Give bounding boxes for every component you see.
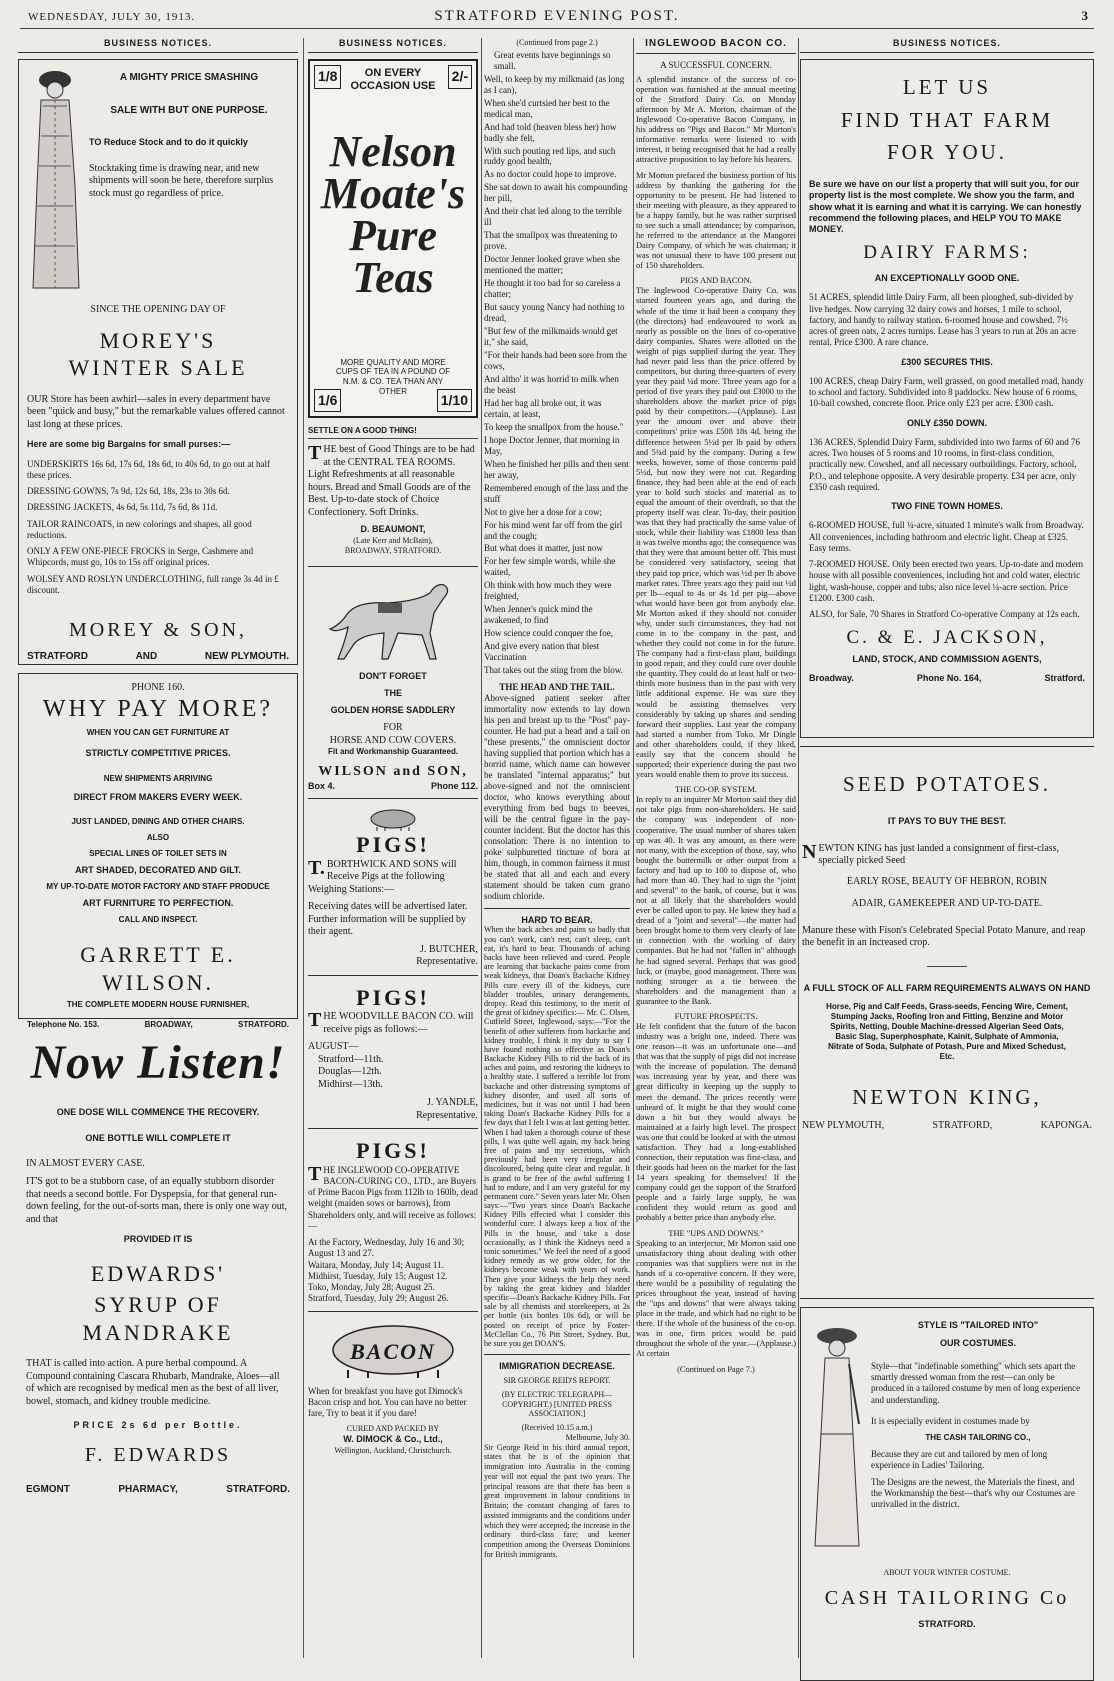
- text-line: PROVIDED IT IS: [123, 1234, 193, 1245]
- poem-line: She sat down to await his compounding her pill,: [484, 182, 628, 204]
- pig-icon: [363, 807, 423, 831]
- bargain-item: DRESSING JACKETS, 4s 6d, 5s 11d, 7s 6d, 8s 11d.: [27, 502, 218, 513]
- text-line: GOLDEN HORSE SADDLERY: [330, 705, 456, 715]
- poem-line: To keep the smallpox from the house.": [484, 421, 624, 432]
- schedule-line: Stratford, Tuesday, July 29; August 26.: [308, 1293, 449, 1304]
- column-rule: [633, 38, 634, 1658]
- section-title: DAIRY FARMS:: [863, 242, 1031, 264]
- column-2: [308, 38, 478, 1664]
- lead-paragraph: Be sure we have on our list a property that will suit you, for our property list is the most complete. We show you the farm, and show what it is earning and what it is carrying. We can honestly recommend the following places, and HELP YOU TO MAKE MONEY.: [809, 179, 1082, 234]
- bargain-item: TAILOR RAINCOATS, in new colorings and shapes, all good reductions.: [27, 518, 252, 540]
- text-line: ONE DOSE WILL COMMENCE THE RECOVERY.: [56, 1107, 260, 1118]
- town: STRATFORD,: [932, 1120, 993, 1132]
- dimock-bacon-advert: [308, 1320, 478, 1456]
- text-line: JUST LANDED, DINING AND OTHER CHAIRS.: [71, 816, 245, 826]
- poem-line: "But few of the milkmaids would get it," she said,: [484, 326, 618, 347]
- schedule-line: Waitara, Monday, July 14; August 11.: [308, 1259, 444, 1270]
- edwards-advert: [18, 1033, 298, 1599]
- paragraph: Receiving dates will be advertised later. Further information will be supplied by their agent.: [308, 901, 468, 937]
- text-line: ONE BOTTLE WILL COMPLETE IT: [85, 1132, 231, 1143]
- firm-name: MOREY & SON,: [68, 619, 248, 641]
- section-header: BUSINESS NOTICES.: [800, 38, 1094, 53]
- bargains-line: Here are some big Bargains for small purses:—: [27, 439, 231, 450]
- poem-line: Oh think with how much they were freighted,: [484, 580, 612, 602]
- phone: PHONE 160.: [131, 681, 185, 693]
- stock-list: Horse, Pig and Calf Feeds, Grass-seeds, Fencing Wire, Cement, Stumping Jacks, Roofing Iron and Fitting, Benzine and Motor Spirits, Netting, Double Machine-dressed Algerian Seed Oats, Basic Slag, Superphosphate, Kainit, Sulphate of Ammonia, Nitrate of Soda, Sulphate of Potash, Pure and Mixed Schedust, Etc.: [826, 1002, 1068, 1061]
- column-rule: [303, 38, 304, 1658]
- pig-banner-illustration: [308, 1320, 478, 1380]
- agent-role: Representative.: [416, 1109, 478, 1121]
- poem-line: And their chat led along to the terrible ill: [484, 206, 622, 228]
- ad-heading: STYLE IS "TAILORED INTO": [917, 1320, 1039, 1331]
- cash-tailoring-advert: [800, 1307, 1094, 1681]
- section-header: BUSINESS NOTICES.: [18, 38, 298, 53]
- text-line: THE: [384, 687, 402, 698]
- poem-line: Doctor Jenner looked grave when she mentioned the matter;: [484, 254, 620, 276]
- issue-date: WEDNESDAY, JULY 30, 1913.: [28, 11, 196, 23]
- section-heading: FUTURE PROSPECTS.: [674, 1011, 758, 1021]
- agent-role: Representative.: [416, 956, 478, 967]
- telephone: Telephone No. 153.: [27, 1020, 100, 1030]
- poem-line: As no doctor could hope to improve.: [484, 169, 617, 180]
- street: BROADWAY,: [144, 1020, 193, 1030]
- listing: 6-ROOMED HOUSE, full ¼-acre, situated 1 minute's walk from Broadway. All conveniences, including bathroom and electric light. Cheap at £325. Easy terms.: [809, 520, 1084, 553]
- paragraph: T.BORTHWICK AND SONS will Receive Pigs at the following Weighing Stations:—: [308, 856, 457, 895]
- poem-line: When he finished her pills and then sent her away,: [484, 458, 629, 480]
- firm-name: GARRETT E. WILSON.: [80, 942, 236, 995]
- agent-name: J. YANDLE,: [426, 1097, 478, 1108]
- schedule-line: Stratford—11th.: [318, 1053, 384, 1065]
- listing: ALSO, for Sale, 70 Shares in Stratford Co-operative Company at 12s each.: [809, 609, 1080, 619]
- text-line: ART FURNITURE TO PERFECTION.: [82, 898, 234, 908]
- poem-line: Well, to keep by my milkmaid (as long as I can),: [484, 73, 625, 95]
- nelson-moate-tea-advert: [308, 59, 478, 418]
- ad-heading: OUR COSTUMES.: [939, 1337, 1016, 1348]
- address: BROADWAY, STRATFORD.: [344, 545, 442, 555]
- poem-line: How science could conquer the foe,: [484, 628, 613, 639]
- town: STRATFORD.: [918, 1619, 976, 1630]
- paragraph: THE WOODVILLE BACON CO. will receive pigs as follows:—: [308, 1009, 474, 1035]
- agent-name: J. BUTCHER,: [419, 943, 478, 955]
- ad-title: SEED POTATOES.: [843, 772, 1051, 797]
- poem-line: When she'd curtsied her best to the medical man,: [484, 97, 610, 119]
- text-line: AUGUST—: [308, 1041, 359, 1052]
- column-rule: [798, 38, 799, 1658]
- script-banner: Now Listen!: [30, 1036, 286, 1090]
- bargain-item: DRESSING GOWNS, 7s 9d, 12s 6d, 18s, 23s to 30s 6d.: [27, 486, 230, 496]
- tea-slogan: MORE QUALITY AND MORE CUPS OF TEA IN A POUND OF N.M. & CO. TEA THAN ANY OTHER: [335, 357, 451, 396]
- text-line: CURED AND PACKED BY: [346, 1424, 440, 1434]
- schedule-line: Midhirst—13th.: [318, 1078, 383, 1090]
- town: NEW PLYMOUTH.: [204, 651, 289, 662]
- sale-title: MOREY'S: [99, 327, 217, 353]
- text-line: Fit and Workmanship Guaranteed.: [327, 747, 459, 757]
- bargain-item: WOLSEY AND ROSLYN UNDERCLOTHING, full range 3s 4d in £ discount.: [27, 573, 279, 595]
- article-paragraph: Sir George Reid in his third annual report, states that he is of the opinion that immigration into Australia in the coming year will not equal the past two years. The principal reasons are that there has been a great improvement in labour conditions in Britain; the constant changing of fares to assisted immigrants and the conditions under which they were accepted; the increase in the ordinary third-class fare; and keener competition among the Overseas Dominions for British immigrants.: [484, 1442, 630, 1559]
- article-paragraph: A splendid instance of the success of co-operation was furnished at the annual meeting of the Stratford Dairy Co. on Monday afternoon by Mr A. Morton, chairman of the Inglewood Co-operative Bacon Company, in his address on "Pigs and Bacon." Mr Morton's informative remarks were listened to with interest, it being recognised that he had a really attractive proposition to lay before his hearers.: [636, 74, 796, 165]
- paragraph: When for breakfast you have got Dimock's Bacon crisp and hot. You can have no better fare, Try to beat it if you dare!: [308, 1385, 467, 1418]
- poem-line: "For their hands had been sore from the cows,: [484, 349, 627, 371]
- article-paragraph: The Inglewood Co-operative Dairy Co. was started fourteen years ago, and during the whole of the time it had been a company they (the directors) had endeavoured to work as nearly as possible on the lines of co-operative dairy companies. Shares were allotted on the weight of pigs supplied during the year. They had never paid less than the price offered by competitors, but during three-quarters of every year they paid ¼d more. Three years ago for a period of five years they paid out £3000 to the shareholders above the market price of pigs paid by their competitors.—(Applause). Last year the amount over and above their competitors' price was £508 18s 4d, being the difference between 5½d per lb paid by others and 5¾d paid by the company. During a few weeks, however, some of those concerns paid 5½d, but now they were not cut. Regarding finance, they had been able at the end of each year to hold such stocks and material as to equal the amount of their overdraft, so that the property itself was clear. To-day, their position was that they had practically the same value of stock, while their liability was £1800 less than it was twelve months ago; the consequence was that they were that amount better off. This must be considered very satisfactory, seeing that they paid top price, which was ½d per lb above market rates. Three years ago they paid out ½d per lb—equal to 4s or 4s 1d per pig—above what would have been got from anybody else. Mr Morton asked if they should not consider why, under such circumstances, they had not come in to the company in the past, and whether they could not come in for the future. The company had a first-class plant, buildings in good repair, and they could cure over double the quantity. They could do at least half or two-thirds more business than in the past with very little additional expense. He was sure they would be assisting themselves very considerably by taking up shares and sending forward their supplies. Last year the company had started a number from Toko. Mr Dingle and other shareholders could, if they liked, easily say that the concern should be supported; their experience during the past two years would enable them to prove its success.: [636, 286, 796, 780]
- text-line: SPECIAL LINES OF TOILET SETS IN: [89, 848, 227, 858]
- text-line: ART SHADED, DECORATED AND GILT.: [75, 864, 241, 875]
- text-line: ABOUT YOUR WINTER COSTUME.: [883, 1568, 1011, 1578]
- beaumont-advert: [308, 426, 478, 555]
- section-subtitle: AN EXCEPTIONALLY GOOD ONE.: [874, 273, 1020, 283]
- ad-title: PIGS!: [356, 984, 430, 1010]
- column-1: [18, 38, 298, 1664]
- borthwick-pigs-advert: [308, 807, 478, 976]
- paper-title: STRATFORD EVENING POST.: [434, 8, 680, 24]
- product-title: EDWARDS': [90, 1260, 226, 1286]
- text-line: MY UP-TO-DATE MOTOR FACTORY AND STAFF PRODUCE: [46, 882, 270, 891]
- poem-line: But what does it matter, just now: [484, 543, 603, 554]
- column-5: [800, 38, 1094, 1664]
- page-number: 3: [1081, 8, 1088, 23]
- address-part: Stratford.: [1044, 673, 1085, 684]
- text-line: DON'T FORGET: [359, 670, 427, 681]
- article-paragraph: In reply to an inquirer Mr Morton said they did not take pigs from non-shareholders. He said the company was independent of non-cooperative. The usual number of shares taken up was 40. It was any amount, as there were not many, with the exception of those, say, who bought the buttermilk or other output from a factory and had up to 100 to dispose of, who had more than 40. They had to sign the "joint and several" to the bank, of course, but it was not at all likely that the shareholders would ever be called upon to pay. He knew they had a dread of a "joint and several"—the matter had been brought home to them very clearly of late in connection with the working of dairy companies. But he had not "fallen in" although he had signed several. Perhaps that was good luck, or (maybe, good management. There was nothing stronger as a tie between the shareholders and the management than a guarantee to the Bank.: [636, 795, 796, 1006]
- box-number: Box 4.: [308, 780, 336, 791]
- text-line: A FULL STOCK OF ALL FARM REQUIREMENTS ALWAYS ON HAND: [803, 982, 1091, 993]
- banner-text: BACON: [350, 1338, 436, 1364]
- saddlery-advert: [308, 566, 478, 800]
- section-heading: THE CO-OP. SYSTEM.: [675, 785, 757, 795]
- price-tag: 1/8: [314, 65, 341, 89]
- address-line: [809, 673, 1085, 684]
- text-line: (Late Kerr and McBain),: [353, 535, 433, 545]
- sale-title: WINTER SALE: [68, 355, 248, 381]
- section-subtitle: £300 SECURES THIS.: [901, 356, 993, 367]
- article-heading: THE HEAD AND THE TAIL.: [499, 682, 615, 693]
- poem-line: And altho' it was horrid to milk when the beast: [484, 373, 619, 395]
- firm-name: D. BEAUMONT,: [360, 524, 426, 535]
- continuation-note: (Continued from page 2.): [516, 38, 598, 47]
- article-paragraph: When the back aches and pains so badly that you can't work, can't rest, can't sleep, can't eat, it's hard to bear. Thousands of aching backs have been relieved and cured. People are learning that backache pains come from weak kidneys, that Doan's Backache Kidney Pills cure every ill of the kidneys, cure bladder troubles, urinary derangements, dropsy. Read this testimony, to the merit of the great of kidney specifics:— Mr. C. Olsen, Cutfield Street, Inglewood, says:—"For the benefit of other sufferers from backache and kidney trouble, I think it my duty to say I have found nothing so effective as Doan's Backache Kidney Pills to rid the back of its aches and pains, and restoring the kidneys to a healthy state. I suffered a terrible lot from backache and other distressing symptoms of kidney disorder, and used all sorts of medicines, but it was not until I had been taking Doan's Backache Kidney Pills for a few days that I felt I was at last getting better. When I had taken a thorough course of these pills, I was quite well again, my back being free of pains and my secretions, which previously had been very irregular and discoloured, being quite clear and regular. It is grand to be free of the awful suffering I had to endure, and I am very grateful for my permanent cure." Seven years later Mr. Olsen says:—"Two years since Doan's Backache Kidney Pills effected what I consider this wonderful cure. I always keep a box of the Pills in the house, and take a dose occasionally, as I think the Kidneys need a tonic sometimes." We feel the need of a good kidney remedy as we grow older, for the kidneys become weak with years of work. Then give your kidneys the help they need by taking the great kidney and bladder specific—Doan's Backache Kidney Pills. For sale by all chemists and storekeepers, at 2s per bottle (six bottles 10s 6d), or will be posted on receipt of price by Foster-McClellan Co., 76 Pitt Street, Sydney. But, be sure you get DOAN'S.: [484, 925, 630, 1348]
- column-4: [636, 38, 796, 1664]
- tea-brand-name: Nelson Moate's Pure Teas: [320, 127, 466, 302]
- woodville-pigs-advert: [308, 984, 478, 1130]
- firm-name: F. EDWARDS: [84, 1444, 232, 1467]
- firm-name: WILSON and SON,: [318, 764, 468, 780]
- paragraph: THAT is called into action. A pure herbal compound. A Compound containing Cascara Rhubarb, Mandrake, Aloes—all of which are recognised by medical men as the best of all liver, bowel, stomach, and kidney trouble medicine.: [26, 1358, 280, 1407]
- address-line: [27, 1020, 289, 1030]
- poem-line: That the smallpox was threatening to prove.: [484, 230, 618, 252]
- paragraph: Manure these with Fison's Celebrated Special Potato Manure, and reap the benefit in an increased crop.: [802, 924, 1086, 949]
- town: STRATFORD.: [238, 1020, 289, 1030]
- ad-title: FIND THAT FARM: [840, 107, 1054, 132]
- firm-subtitle: LAND, STOCK, AND COMMISSION AGENTS,: [852, 654, 1042, 664]
- jackson-advert: [800, 59, 1094, 738]
- bargain-item: UNDERSKIRTS 16s 6d, 17s 6d, 18s 6d, to 40s 6d, to go out at half these prices.: [27, 458, 270, 480]
- bargain-item: ONLY A FEW ONE-PIECE FROCKS in Serge, Cashmere and Whipcords, must go, 10s to 15s off original prices.: [27, 546, 254, 568]
- ad-title: PIGS!: [356, 832, 430, 857]
- poem-line: When Jenner's quick mind the awakened, to find: [484, 604, 593, 626]
- text-line: THE COMPLETE MODERN HOUSE FURNISHER,: [66, 1000, 250, 1010]
- dateline: Melbourne, July 30.: [565, 1432, 630, 1442]
- listing: 136 ACRES. Splendid Dairy Farm, subdivided into two farms of 60 and 76 acres. Two houses of 5 rooms and 10 rooms, in first-class condition, practically new. Cowshed, and all necessary outbuildings. Factory, school, P.O., and telephone opposite. A very desirable property. £34 per acre, only £350 cash required.: [809, 436, 1080, 492]
- price-tag: 2/-: [448, 65, 472, 89]
- paragraph: THE INGLEWOOD CO-OPERATIVE BACON-CURING CO., LTD., are Buyers of Prime Bacon Pigs from 112lb to 160lb, dead weight (maiden sows or barrows), from Shareholders only, and will receive as follows:—: [308, 1162, 478, 1231]
- article-paragraph: He felt confident that the future of the bacon industry was a bright one, indeed. There was one reason—it was an unfortunate one—and that was that the supply of pigs did not increase with the increase of population. The demand was increasing year by year, and there was great difficulty in keeping up the supply to meet the demand. The prices recently were unheard of. It might be that they would come down a bit but they would always be maintained at a fairly high level. The prospect was one that could be looked at with the utmost satisfaction. They had a long-established connection, their reputation was first-class, and their goods had been on the market for the last 14 years speaking for themselves! If the company could get the support of the Stratford people and a fairly large supply, he was confident they would return as good and probably a better price than anybody else.: [636, 1021, 796, 1223]
- paragraph: Stocktaking time is drawing near, and new shipments will soon be here, therefore surplus stock must go regardless of price.: [89, 162, 274, 199]
- town: STRATFORD: [27, 651, 88, 662]
- ad-title: LET US: [902, 75, 992, 100]
- column-3: [484, 38, 630, 1664]
- firm-name: C. & E. JACKSON,: [846, 627, 1048, 649]
- woman-figure-illustration: [27, 66, 83, 296]
- schedule-line: Midhirst, Tuesday, July 15; August 12.: [308, 1270, 448, 1281]
- garrett-wilson-advert: [18, 673, 298, 1030]
- tea-tagline: ON EVERY OCCASION USE: [350, 67, 436, 93]
- address-part: Broadway.: [809, 673, 854, 684]
- poem: [484, 50, 630, 676]
- ad-title: WHY PAY MORE?: [42, 696, 274, 723]
- woman-figure-illustration: [809, 1314, 865, 1564]
- section-header: BUSINESS NOTICES.: [308, 38, 478, 53]
- article-header: INGLEWOOD BACON CO.: [636, 38, 796, 54]
- paragraph: NEWTON KING has just landed a consignment of first-class, specially picked Seed: [802, 840, 1060, 867]
- address-line: [26, 1484, 290, 1497]
- listing: 51 ACRES, splendid little Dairy Farm, all been ploughed, sub-divided by live hedges. Now carrying 32 dairy cows and horses, 1 mile to school, factory, and handy to railway station. 6-roomed house and cowshed. 7½ acres of green oats, 2 acres turnips. Lease has 3 years to run at 20s an acre rental. Price £300. A rare chance.: [809, 292, 1076, 348]
- address: Wellington, Auckland, Christchurch.: [334, 1445, 452, 1455]
- headline: TO Reduce Stock and to do it quickly: [89, 137, 248, 148]
- price-tag: 1/6: [314, 389, 341, 413]
- ad-title: PIGS!: [356, 1138, 430, 1163]
- section-heading: PIGS AND BACON.: [680, 276, 752, 286]
- text-line: STRICTLY COMPETITIVE PRICES.: [85, 748, 231, 759]
- masthead: [20, 6, 1094, 29]
- schedule-line: Douglas—12th.: [318, 1066, 382, 1077]
- section-subtitle: ONLY £350 DOWN.: [906, 417, 988, 428]
- phone: Phone 112.: [430, 780, 478, 791]
- address-part: Phone No. 164,: [916, 673, 982, 684]
- town: KAPONGA.: [1040, 1120, 1092, 1132]
- poem-line: He thought it too bad for so careless a chatter;: [484, 278, 621, 300]
- paragraph: The Designs are the newest, the Materials the finest, and the Workmanship the best—that's why our Costumes are unrivalled in the district.: [871, 1476, 1075, 1509]
- horse-illustration: [318, 573, 468, 665]
- text-line: CALL AND INSPECT.: [118, 915, 198, 925]
- poem-line: For his mind went far off from the girl and the cough;: [484, 519, 623, 541]
- conjunction: AND: [135, 651, 158, 662]
- paragraph: OUR Store has been awhirl—sales in every department have been "quick and busy," but the remarkable values offered cannot last long at these prices.: [27, 393, 285, 430]
- schedule-line: Toko, Monday, July 28; August 25.: [308, 1282, 435, 1292]
- variety-line: ADAIR, GAMEKEEPER AND UP-TO-DATE.: [851, 898, 1043, 910]
- poem-line: Had her bag all broke out, it was certain, at least,: [484, 397, 602, 419]
- article-paragraph: Speaking to an interjector, Mr Morton said one unsatisfactory thing about dealing with other companies was that suppliers were not in the hands of a co-operative concern. If they were, there would be a possibility of regulating the prices throughout the year, instead of having the "ups and downs" that were always taking place in the trade, and which had no right to be there. If the whole of the business of the co-op. was in one, firm prices would be paid throughout the whole of the year.—(Applause.) At certain: [636, 1238, 796, 1359]
- ad-subtitle: IT PAYS TO BUY THE BEST.: [887, 815, 1007, 826]
- text-line: ALSO: [146, 832, 170, 842]
- text-line: HORSE AND COW COVERS.: [329, 734, 457, 746]
- firm-name: CASH TAILORING Co: [824, 1587, 1070, 1610]
- inglewood-pigs-advert: [308, 1137, 478, 1312]
- section-subtitle: TWO FINE TOWN HOMES.: [891, 501, 1003, 511]
- paragraph: IT'S got to be a stubborn case, of an equally stubborn disorder that needs a second bottle. For Dyspepsia, for that general run-down feeling, for the out-of-sorts man, there is only one way out, and that: [26, 1176, 288, 1225]
- continuation-note: (Continued on Page 7.): [677, 1364, 755, 1374]
- morey-advert: [18, 59, 298, 693]
- article-heading: HARD TO BEAR.: [521, 914, 593, 925]
- poem-line: I hope Doctor Jenner, that morning in May,: [484, 434, 620, 456]
- ad-title: FOR YOU.: [886, 139, 1008, 164]
- listing: 100 ACRES, cheap Dairy Farm, well grassed, on good metalled road, handy to school and factory. Subdivided into 8 paddocks. New house of 6 rooms, 10-bail cowshed, concrete floor. Price only £23 per acre. £300 cash.: [809, 375, 1084, 409]
- headline: SALE WITH BUT ONE PURPOSE.: [110, 104, 268, 116]
- poem-line: For her few simple words, while she waited,: [484, 556, 616, 578]
- headline: A MIGHTY PRICE SMASHING: [119, 72, 259, 84]
- article-paragraph: Mr Morton prefaced the business portion of his address by thanking the gathering for the opportunity to be present. He had listened to their meeting with pleasure, as they appeared to be a happy family, but he was rather surprised to see such a small attendance; by comparison, he referred to the attendance at the Mangorei Dairy Company, of which he was chairman; it was not unusual there to have 100 present out of 150 shareholders.: [636, 170, 796, 271]
- address-line: [27, 651, 289, 664]
- address-line: [308, 781, 478, 792]
- address-part: PHARMACY,: [118, 1484, 178, 1496]
- poem-line: Remembered enough of the lass and the stuff: [484, 482, 628, 504]
- poem-line: With such pouting red lips, and such ruddy good health,: [484, 145, 616, 167]
- text-line: NEW SHIPMENTS ARRIVING: [103, 773, 213, 783]
- price-tag: 1/10: [437, 389, 472, 413]
- section-heading: THE "UPS AND DOWNS.": [668, 1228, 764, 1238]
- column-rule: [481, 38, 482, 1658]
- poem-line: And had told (heaven bless her) how badly she felt,: [484, 121, 617, 143]
- town: NEW PLYMOUTH,: [802, 1120, 885, 1132]
- poem-line: Great events have beginnings so small.: [494, 49, 611, 71]
- poem-line: That takes out the sting from the blow.: [484, 665, 623, 676]
- schedule-line: At the Factory, Wednesday, July 16 and 30; August 13 and 27.: [308, 1237, 465, 1259]
- text-line: SINCE THE OPENING DAY OF: [90, 304, 226, 316]
- received-time: (Received 10.15 a.m.): [521, 1423, 593, 1433]
- address-part: EGMONT: [26, 1484, 70, 1496]
- article-subheading: SIR GEORGE REID'S REPORT.: [503, 1376, 611, 1386]
- product-title: SYRUP OF MANDRAKE: [82, 1292, 234, 1345]
- poem-line: And give every nation that blest Vaccination: [484, 641, 600, 663]
- article-subheading: A SUCCESSFUL CONCERN.: [660, 60, 772, 70]
- firm-name: NEWTON KING,: [852, 1085, 1042, 1109]
- price-line: PRICE 2s 6d per Bottle.: [73, 1420, 243, 1430]
- ad-heading: SETTLE ON A GOOD THING!: [308, 426, 478, 439]
- article-heading: IMMIGRATION DECREASE.: [499, 1361, 615, 1372]
- article-paragraph: Above-signed patient seeker after immortality now extends to lay down his pen and breast up to the "Post" pay-counter. He had put a head and a tail on "these presents," the omniscient doctor having supplied that portion which has a horrid name, which name can however be translated "internal apparatus;" but above-signed and not the omniscient doctor, who knows everything about everything from bed bugs to beeves, will be the central figure in the pay-counter incident. But the doctor has this consolation: There is no intention to poke sulphuretted tincture of bora at him, though, in common fairness it must be stated that all and each and every statement should be taken cum grano sodium chloride.: [484, 693, 630, 901]
- listing: 7-ROOMED HOUSE. Only been erected two years. Up-to-date and modern house with all possible conveniences, including hot and cold water, electric light, wash-house, copper and tubs; also nice level ¼-acre section. Price £1200. £300 cash.: [809, 559, 1084, 603]
- text-line: IN ALMOST EVERY CASE.: [26, 1157, 145, 1169]
- poem-line: But saucy young Nancy had nothing to dread,: [484, 302, 625, 324]
- poem-line: Not to give her a dose for a cow;: [484, 506, 602, 517]
- text-line: DIRECT FROM MAKERS EVERY WEEK.: [73, 791, 243, 802]
- firm-name: THE CASH TAILORING CO.,: [925, 1433, 1031, 1442]
- variety-line: EARLY ROSE, BEAUTY OF HEBRON, ROBIN: [846, 875, 1048, 887]
- newton-king-advert: [800, 746, 1094, 1299]
- byline: (BY ELECTRIC TELEGRAPH—COPYRIGHT.) [UNITED PRESS ASSOCIATION.]: [501, 1389, 613, 1419]
- text-line: WHEN YOU CAN GET FURNITURE AT: [86, 728, 230, 738]
- paragraph: Style—that "indefinable something" which sets apart the smartly dressed woman from the rest—can only be produced in a tailored costume by men of long experience and understanding.: [871, 1360, 1081, 1405]
- address-line: [802, 1120, 1092, 1133]
- paragraph: THE best of Good Things are to be had at the CENTRAL TEA ROOMS. Light Refreshments at all reasonable hours. Bread and Small Goods are of the Best. Up-to-date stock of Choice Confectionery. Soft Drinks.: [308, 442, 475, 518]
- paragraph: Because they are cut and tailored by men of long experience in Ladies' Tailoring.: [871, 1449, 1048, 1471]
- paragraph: It is especially evident in costumes made by: [871, 1415, 1030, 1426]
- firm-name: W. DIMOCK & Co., Ltd.,: [343, 1434, 443, 1445]
- text-line: FOR: [383, 722, 403, 734]
- address-part: STRATFORD.: [226, 1484, 290, 1496]
